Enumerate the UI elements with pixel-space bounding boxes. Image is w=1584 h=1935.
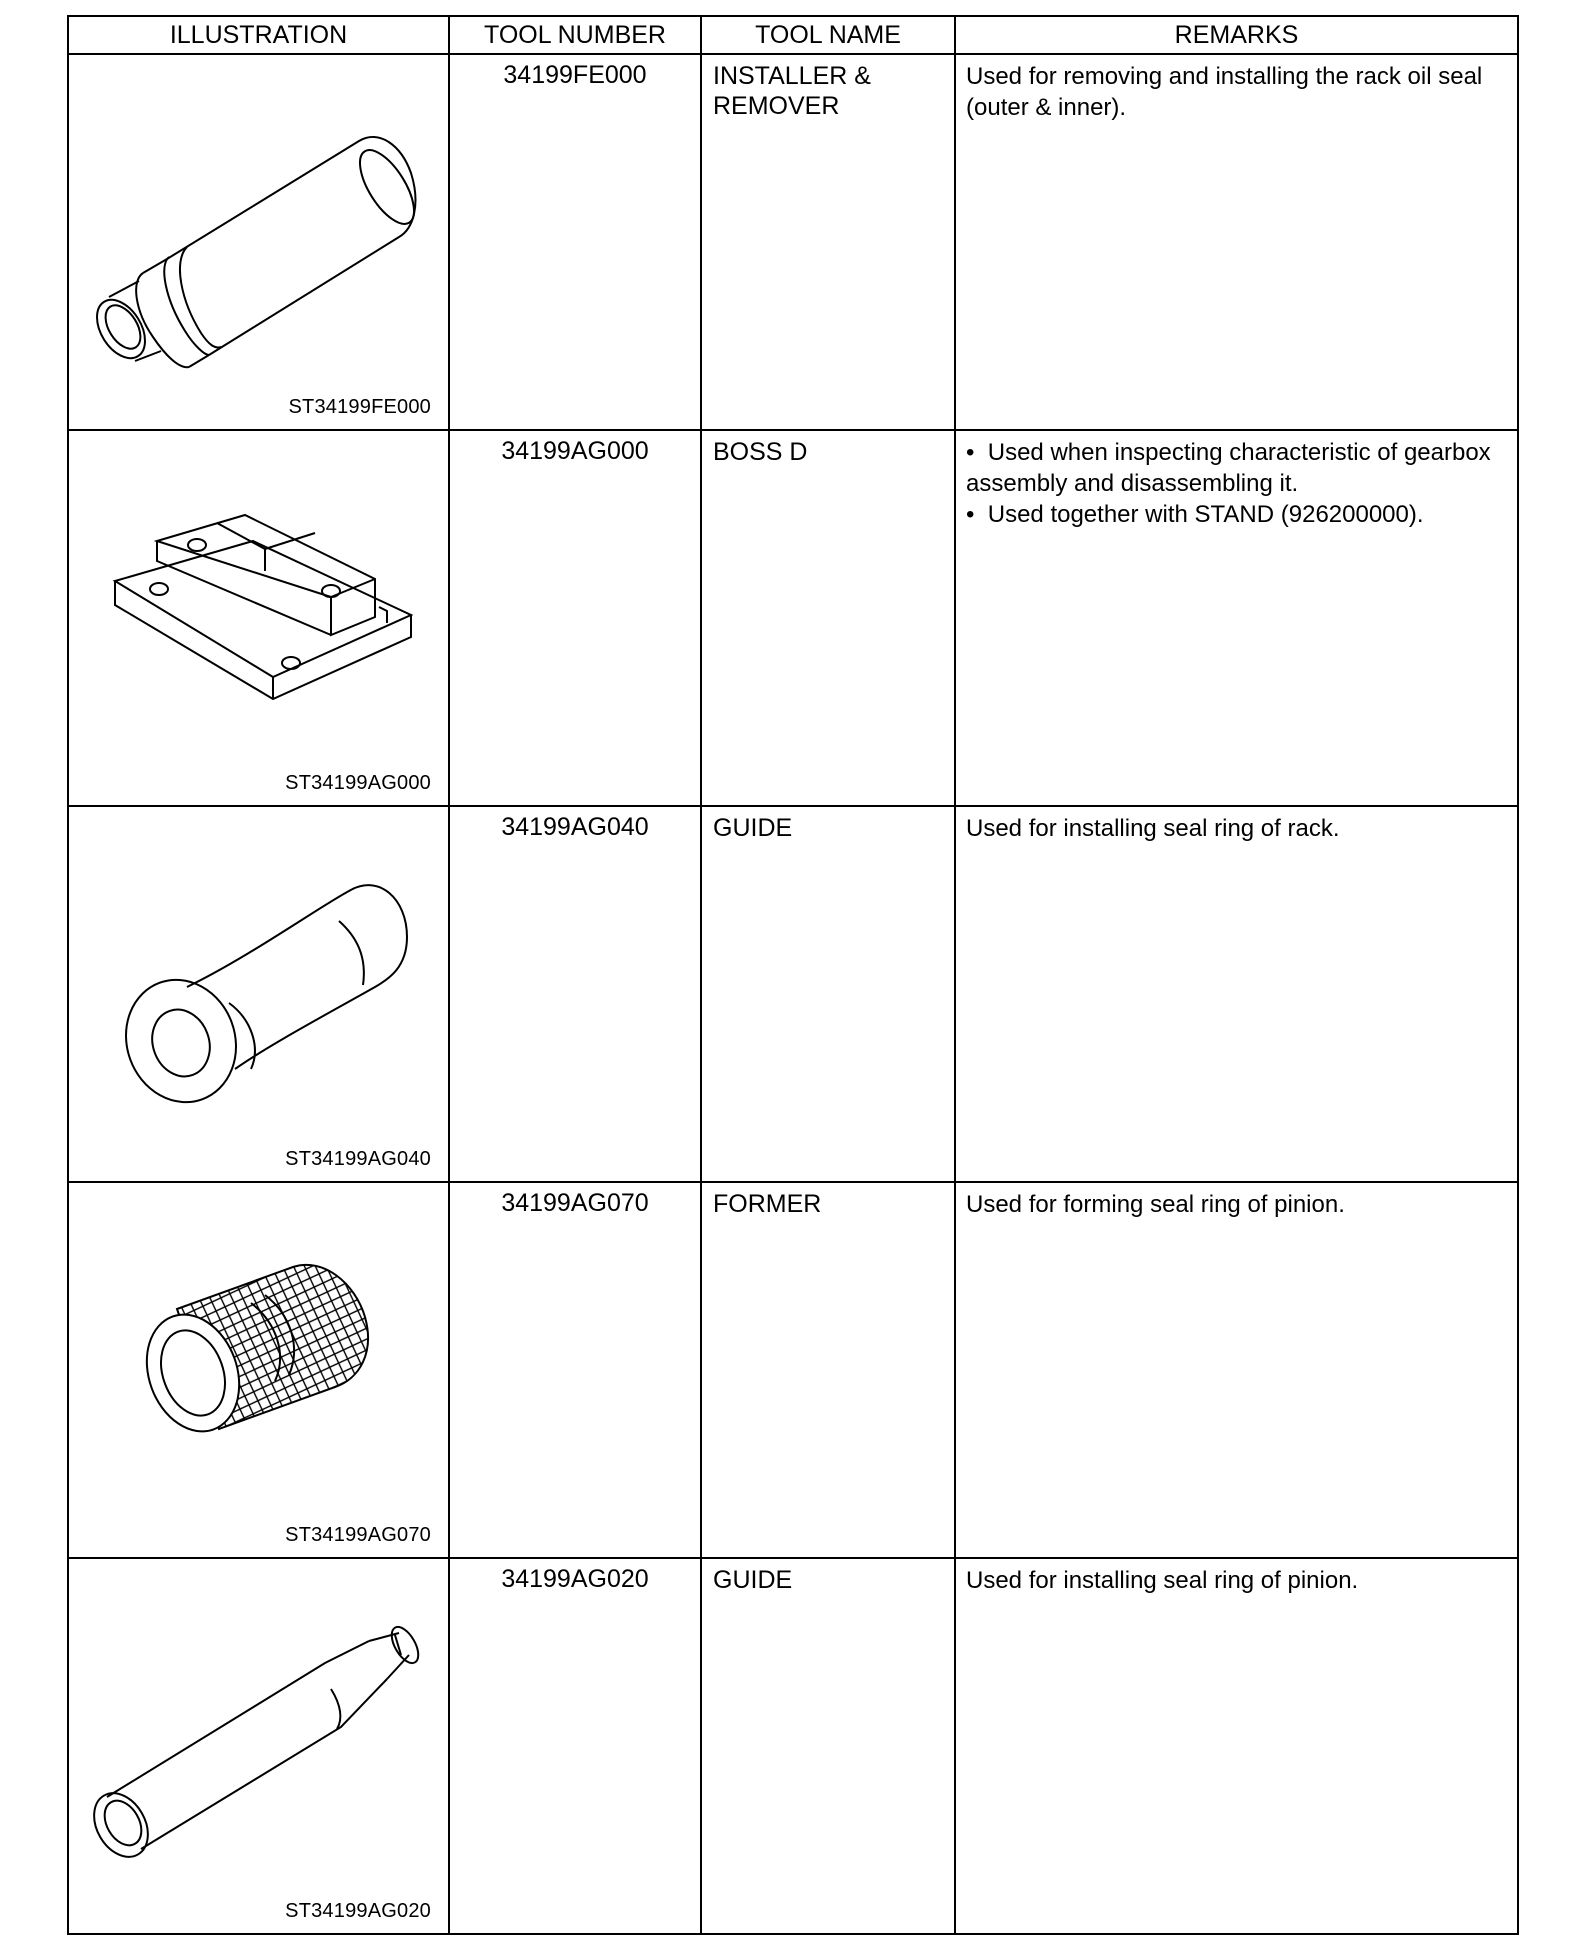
remarks-line: (outer & inner).: [966, 94, 1127, 121]
tool-name: [701, 1558, 955, 1934]
tool-name-line: INSTALLER &: [713, 62, 871, 90]
remarks: [955, 430, 1518, 806]
bullet-dot: •: [966, 501, 988, 528]
header-remarks: REMARKS: [955, 16, 1518, 54]
remarks-line: Used when inspecting characteristic of gearbox: [987, 439, 1491, 466]
illustration-cell: [68, 1182, 449, 1558]
tool-number: 34199AG000: [449, 430, 701, 806]
tool-name: [701, 430, 955, 806]
tool-name-line: GUIDE: [713, 814, 793, 842]
installer-remover-cylinder-icon: [69, 55, 450, 423]
illustration-code: ST34199FE000: [288, 396, 431, 418]
remarks-line: Used for removing and installing the rack oil seal: [966, 63, 1483, 90]
table-row: [68, 806, 1518, 1182]
remarks-line: Used for forming seal ring of pinion.: [966, 1191, 1345, 1218]
remarks-line: Used together with STAND (926200000).: [987, 501, 1424, 528]
table-row: [68, 430, 1518, 806]
illustration-cell: [68, 1558, 449, 1934]
tool-name-line: REMOVER: [713, 92, 840, 120]
illustration-code: ST34199AG040: [285, 1148, 431, 1170]
header-row: [68, 16, 1518, 54]
remarks-bullet: [966, 499, 1507, 530]
illustration-cell: [68, 430, 449, 806]
table-row: [68, 1182, 1518, 1558]
remarks: [955, 54, 1518, 430]
tool-number: 34199AG040: [449, 806, 701, 1182]
tool-number: 34199AG020: [449, 1558, 701, 1934]
tool-number: 34199AG070: [449, 1182, 701, 1558]
tool-name-line: BOSS D: [713, 438, 808, 466]
table-row: [68, 1558, 1518, 1934]
illustration-code: ST34199AG000: [285, 772, 431, 794]
long-guide-icon: [69, 1559, 450, 1927]
illustration-cell: [68, 54, 449, 430]
tool-name-line: GUIDE: [713, 1566, 793, 1594]
tool-name: [701, 54, 955, 430]
remarks-line: Used for installing seal ring of pinion.: [966, 1567, 1359, 1594]
illustration-cell: [68, 806, 449, 1182]
remarks: [955, 806, 1518, 1182]
special-tools-table: [67, 15, 1519, 1935]
tool-name: [701, 1182, 955, 1558]
tool-name: [701, 806, 955, 1182]
boss-block-icon: [69, 431, 450, 799]
remarks: [955, 1558, 1518, 1934]
remarks-line: Used for installing seal ring of rack.: [966, 815, 1340, 842]
illustration-code: ST34199AG020: [285, 1900, 431, 1922]
header-illustration: ILLUSTRATION: [68, 16, 449, 54]
bullet-dot: •: [966, 439, 988, 466]
header-tool-name: TOOL NAME: [701, 16, 955, 54]
tapered-guide-icon: [69, 807, 450, 1175]
remarks-bullet-list: [966, 437, 1507, 530]
table-row: [68, 54, 1518, 430]
illustration-code: ST34199AG070: [285, 1524, 431, 1546]
tool-name-line: FORMER: [713, 1190, 822, 1218]
special-tools-sheet: [67, 15, 1517, 1922]
tool-number: 34199FE000: [449, 54, 701, 430]
remarks-line: assembly and disassembling it.: [966, 470, 1299, 497]
remarks-bullet: [966, 437, 1507, 499]
header-tool-number: TOOL NUMBER: [449, 16, 701, 54]
knurled-former-icon: [69, 1183, 450, 1551]
remarks: [955, 1182, 1518, 1558]
